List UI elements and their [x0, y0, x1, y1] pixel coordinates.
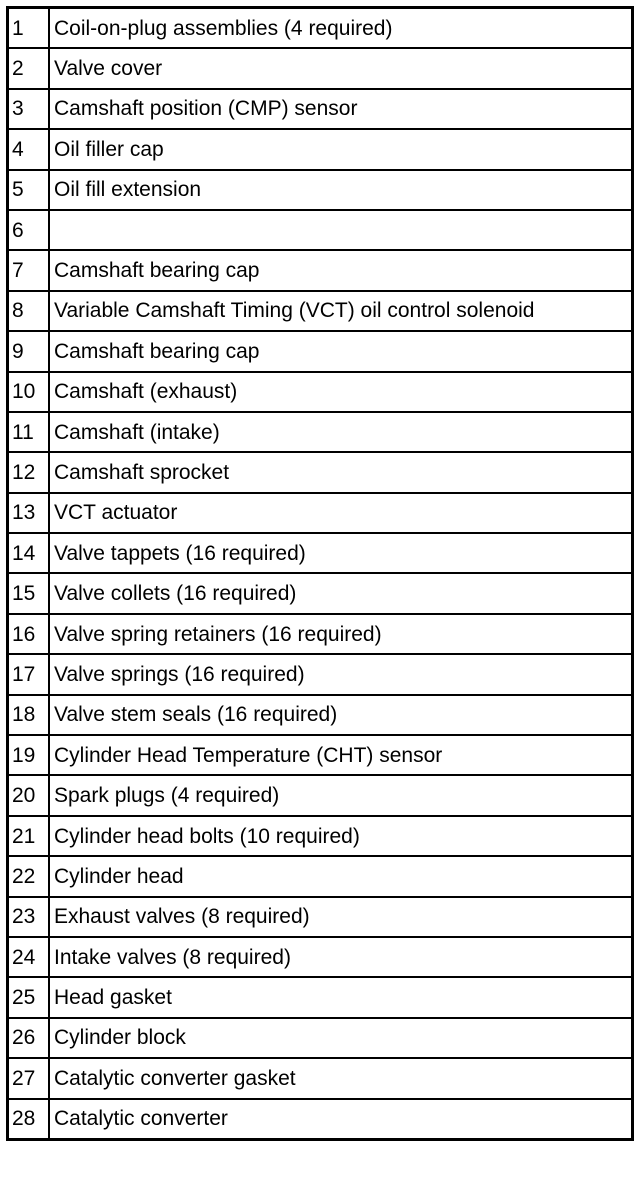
part-description: Camshaft bearing cap [49, 331, 633, 371]
part-number: 8 [8, 291, 50, 331]
part-description: Cylinder head bolts (10 required) [49, 816, 633, 856]
part-description: Valve springs (16 required) [49, 654, 633, 694]
parts-legend-table [6, 6, 634, 1141]
part-number: 26 [8, 1018, 50, 1058]
table-row [8, 129, 633, 169]
part-description: Cylinder head [49, 856, 633, 896]
table-row [8, 977, 633, 1017]
part-number: 1 [8, 8, 50, 49]
part-description: Variable Camshaft Timing (VCT) oil control solenoid [49, 291, 633, 331]
part-description: Valve tappets (16 required) [49, 533, 633, 573]
part-description: Valve cover [49, 48, 633, 88]
table-row [8, 89, 633, 129]
part-description: Valve spring retainers (16 required) [49, 614, 633, 654]
part-description: Oil fill extension [49, 170, 633, 210]
part-description: VCT actuator [49, 493, 633, 533]
part-number: 4 [8, 129, 50, 169]
part-description: Coil-on-plug assemblies (4 required) [49, 8, 633, 49]
table-row [8, 170, 633, 210]
part-description: Camshaft position (CMP) sensor [49, 89, 633, 129]
part-description [49, 210, 633, 250]
part-number: 5 [8, 170, 50, 210]
part-number: 23 [8, 897, 50, 937]
part-number: 25 [8, 977, 50, 1017]
table-row [8, 856, 633, 896]
part-description: Oil filler cap [49, 129, 633, 169]
table-row [8, 331, 633, 371]
part-number: 20 [8, 775, 50, 815]
table-row [8, 695, 633, 735]
part-description: Valve collets (16 required) [49, 573, 633, 613]
table-row [8, 614, 633, 654]
part-number: 15 [8, 573, 50, 613]
part-number: 10 [8, 372, 50, 412]
table-row [8, 1018, 633, 1058]
part-description: Catalytic converter gasket [49, 1058, 633, 1098]
table-row [8, 816, 633, 856]
part-description: Exhaust valves (8 required) [49, 897, 633, 937]
table-row [8, 48, 633, 88]
part-number: 21 [8, 816, 50, 856]
part-number: 18 [8, 695, 50, 735]
part-number: 3 [8, 89, 50, 129]
table-row [8, 412, 633, 452]
table-row [8, 533, 633, 573]
part-description: Cylinder Head Temperature (CHT) sensor [49, 735, 633, 775]
part-number: 11 [8, 412, 50, 452]
parts-legend-body [8, 8, 633, 1140]
part-number: 13 [8, 493, 50, 533]
table-row [8, 897, 633, 937]
part-number: 22 [8, 856, 50, 896]
table-row [8, 937, 633, 977]
table-row [8, 1099, 633, 1140]
part-description: Camshaft (exhaust) [49, 372, 633, 412]
table-row [8, 493, 633, 533]
part-number: 16 [8, 614, 50, 654]
part-description: Catalytic converter [49, 1099, 633, 1140]
part-number: 6 [8, 210, 50, 250]
table-row [8, 250, 633, 290]
table-row [8, 1058, 633, 1098]
table-row [8, 8, 633, 49]
part-number: 24 [8, 937, 50, 977]
part-number: 17 [8, 654, 50, 694]
part-number: 28 [8, 1099, 50, 1140]
part-description: Camshaft bearing cap [49, 250, 633, 290]
table-row [8, 210, 633, 250]
table-row [8, 291, 633, 331]
part-number: 27 [8, 1058, 50, 1098]
part-description: Cylinder block [49, 1018, 633, 1058]
table-row [8, 775, 633, 815]
table-row [8, 735, 633, 775]
table-row [8, 452, 633, 492]
part-number: 19 [8, 735, 50, 775]
part-number: 14 [8, 533, 50, 573]
part-number: 7 [8, 250, 50, 290]
part-number: 9 [8, 331, 50, 371]
part-description: Camshaft (intake) [49, 412, 633, 452]
part-number: 2 [8, 48, 50, 88]
part-description: Valve stem seals (16 required) [49, 695, 633, 735]
part-description: Spark plugs (4 required) [49, 775, 633, 815]
table-row [8, 372, 633, 412]
part-description: Head gasket [49, 977, 633, 1017]
table-row [8, 654, 633, 694]
part-description: Intake valves (8 required) [49, 937, 633, 977]
part-number: 12 [8, 452, 50, 492]
table-row [8, 573, 633, 613]
part-description: Camshaft sprocket [49, 452, 633, 492]
